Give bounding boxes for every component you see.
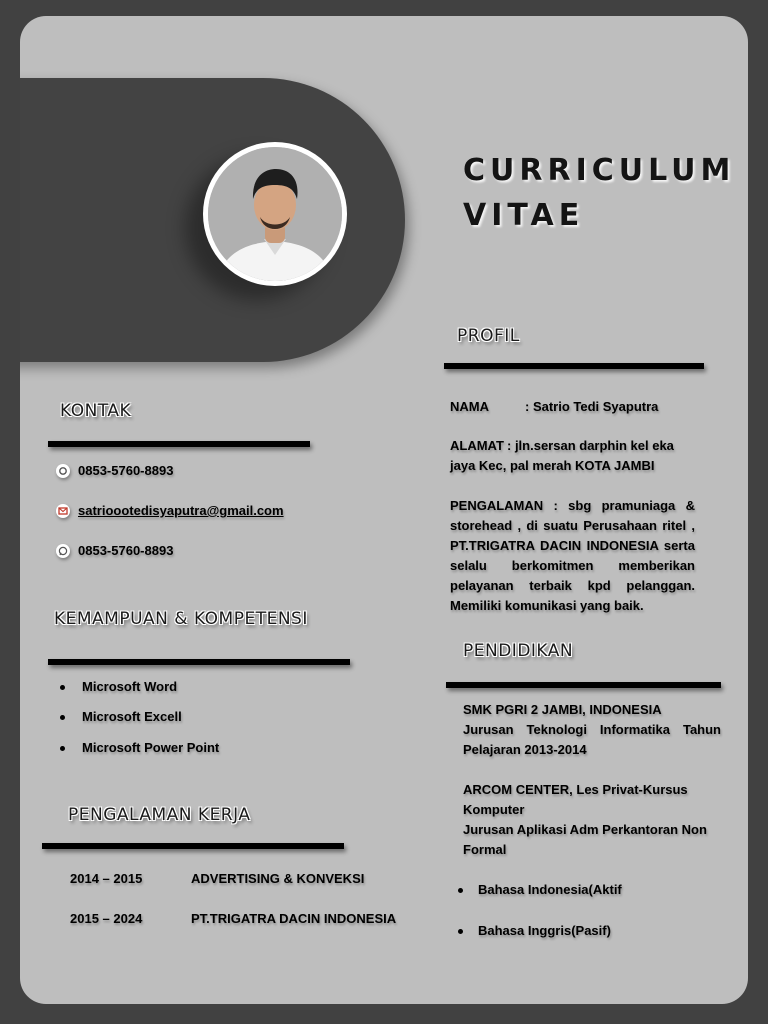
nama-row [450, 397, 658, 417]
school2-detail: Jurusan Aplikasi Adm Perkantoran Non Formal [463, 822, 707, 857]
experience-company: PT.TRIGATRA DACIN INDONESIA [191, 911, 397, 926]
pengalaman-label: PENGALAMAN [450, 498, 544, 513]
contact-heading: KONTAK [60, 401, 132, 421]
experience-heading: PENGALAMAN KERJA [68, 805, 251, 825]
nama-label: NAMA [450, 399, 489, 414]
education-rule [446, 682, 721, 688]
cv-page [20, 16, 748, 1004]
phone-text: 0853-5760-8893 [78, 463, 174, 478]
email-icon [56, 504, 70, 518]
profile-heading: PROFIL [457, 326, 520, 346]
cv-title [463, 148, 735, 238]
skill-item [60, 707, 182, 727]
experience-period: 2014 – 2015 [70, 871, 143, 886]
experience-company: ADVERTISING & KONVEKSI [191, 871, 365, 886]
school1-name: SMK PGRI 2 JAMBI, INDONESIA [463, 702, 662, 717]
language-label: Bahasa Indonesia(Aktif [478, 882, 622, 897]
education-school-2 [463, 780, 721, 860]
skill-item [60, 677, 177, 697]
skill-label: Microsoft Excell [82, 709, 182, 724]
phone-contact[interactable] [56, 461, 173, 481]
education-school-1 [463, 700, 721, 760]
email-link[interactable]: satrioootedisyaputra@gmail.com [78, 503, 284, 518]
whatsapp-icon [56, 544, 70, 558]
contact-rule [48, 441, 310, 447]
bullet-icon [458, 929, 463, 934]
email-contact[interactable] [56, 501, 284, 521]
skills-heading: KEMAMPUAN & KOMPETENSI [54, 609, 308, 629]
bullet-icon [60, 715, 65, 720]
skill-label: Microsoft Power Point [82, 740, 220, 755]
skills-rule [48, 659, 350, 665]
experience-period: 2015 – 2024 [70, 911, 143, 926]
school2-name: ARCOM CENTER, Les Privat-Kursus Komputer [463, 782, 688, 817]
language-item [458, 921, 611, 941]
bullet-icon [60, 746, 65, 751]
profile-rule [444, 363, 704, 369]
pengalaman-text: : sbg pramuniaga & storehead , di suatu Perusahaan ritel , PT.TRIGATRA DACIN INDONESIA serta selalu berkomitmen memberikan pelayanan terbaik kpd pelanggan. Memiliki komunikasi yang baik. [450, 498, 695, 613]
alamat-row [450, 436, 700, 476]
bullet-icon [60, 685, 65, 690]
cv-title-line1: CURRICULUM [463, 153, 736, 188]
bullet-icon [458, 888, 463, 893]
phone-icon [56, 464, 70, 478]
school1-detail: Jurusan Teknologi Informatika Tahun Pelajaran 2013-2014 [463, 722, 721, 757]
skill-item [60, 738, 219, 758]
alamat-label: ALAMAT [450, 438, 504, 453]
alamat-value-line2: jaya Kec, pal merah KOTA JAMBI [450, 458, 655, 473]
person-silhouette-icon [208, 147, 342, 281]
alamat-value-line1: : jln.sersan darphin kel eka [507, 438, 674, 453]
whatsapp-contact[interactable] [56, 541, 173, 561]
whatsapp-text: 0853-5760-8893 [78, 543, 174, 558]
nama-value: : Satrio Tedi Syaputra [525, 399, 659, 414]
profile-photo [208, 147, 342, 281]
cv-title-line2: VITAE [463, 198, 585, 233]
experience-row [70, 911, 396, 926]
experience-rule [42, 843, 344, 849]
education-heading: PENDIDIKAN [463, 641, 574, 661]
skill-label: Microsoft Word [82, 679, 178, 694]
pengalaman-block [450, 496, 695, 616]
language-item [458, 880, 622, 900]
photo-frame [203, 142, 347, 286]
experience-row [70, 871, 364, 886]
language-label: Bahasa Inggris(Pasif) [478, 923, 611, 938]
